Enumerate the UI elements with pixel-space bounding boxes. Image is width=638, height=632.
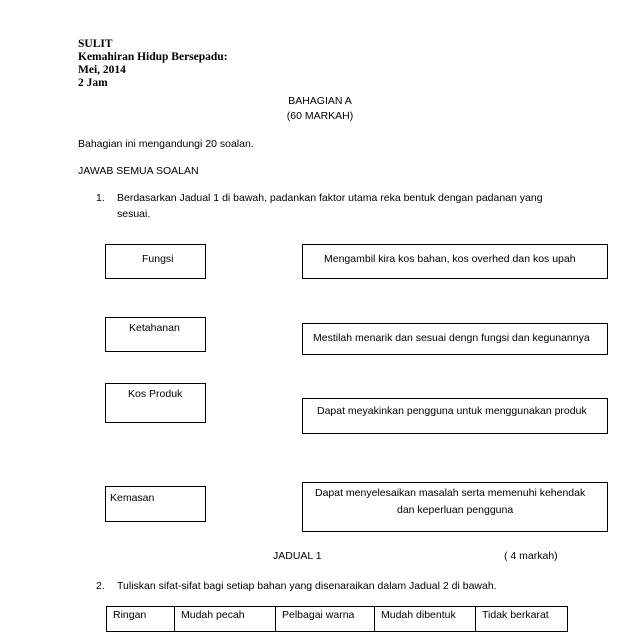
section-marks: (60 MARKAH): [286, 110, 354, 122]
q1-number: 1.: [96, 192, 105, 204]
q1-text-line2: sesuai.: [117, 208, 151, 220]
section-title: BAHAGIAN A: [288, 95, 352, 107]
document-header: [78, 38, 228, 90]
factor-box-kos-produk[interactable]: [105, 383, 206, 423]
factor-label: Ketahanan: [129, 322, 180, 334]
duration-label: 2 Jam: [78, 77, 108, 89]
instruction-text: JAWAB SEMUA SOALAN: [78, 165, 199, 177]
description-box-1[interactable]: [302, 244, 608, 279]
q2-text: Tuliskan sifat-sifat bagi setiap bahan yang disenaraikan dalam Jadual 2 di bawah.: [117, 580, 497, 592]
table-label: JADUAL 1: [273, 550, 322, 562]
table-cell: Ringan: [107, 607, 175, 632]
factor-box-kemasan[interactable]: [105, 486, 206, 522]
table-cell: Tidak berkarat: [476, 607, 568, 632]
table-row: [107, 607, 568, 632]
table-cell: Pelbagai warna: [276, 607, 375, 632]
description-label: Dapat menyelesaikan masalah serta memenuhi kehendak: [315, 487, 586, 499]
description-box-4[interactable]: [302, 482, 608, 532]
q2-number: 2.: [96, 580, 105, 592]
description-box-3[interactable]: [302, 398, 608, 434]
factor-box-fungsi[interactable]: [105, 244, 206, 279]
table-cell: Mudah pecah: [175, 607, 276, 632]
factor-label: Fungsi: [142, 253, 174, 265]
q1-marks: ( 4 markah): [504, 550, 558, 562]
description-label: Mestilah menarik dan sesuai dengn fungsi dan kegunannya: [313, 332, 590, 344]
sulit-label: SULIT: [78, 38, 113, 50]
description-label-line2: dan keperluan pengguna: [397, 504, 514, 516]
subject-label: Kemahiran Hidup Bersepadu:: [78, 51, 228, 63]
table-cell: Mudah dibentuk: [375, 607, 476, 632]
description-label: Dapat meyakinkan pengguna untuk menggunakan produk: [317, 405, 587, 417]
q1-text-line1: Berdasarkan Jadual 1 di bawah, padankan faktor utama reka bentuk dengan padanan yang: [117, 192, 543, 204]
description-box-2[interactable]: [302, 323, 608, 355]
description-label: Mengambil kira kos bahan, kos overhed dan kos upah: [324, 253, 576, 265]
properties-table: [106, 606, 568, 632]
intro-text: Bahagian ini mengandungi 20 soalan.: [78, 138, 254, 150]
date-label: Mei, 2014: [78, 64, 126, 76]
factor-label: Kemasan: [110, 492, 155, 504]
factor-label: Kos Produk: [128, 388, 183, 400]
factor-box-ketahanan[interactable]: [105, 317, 206, 352]
